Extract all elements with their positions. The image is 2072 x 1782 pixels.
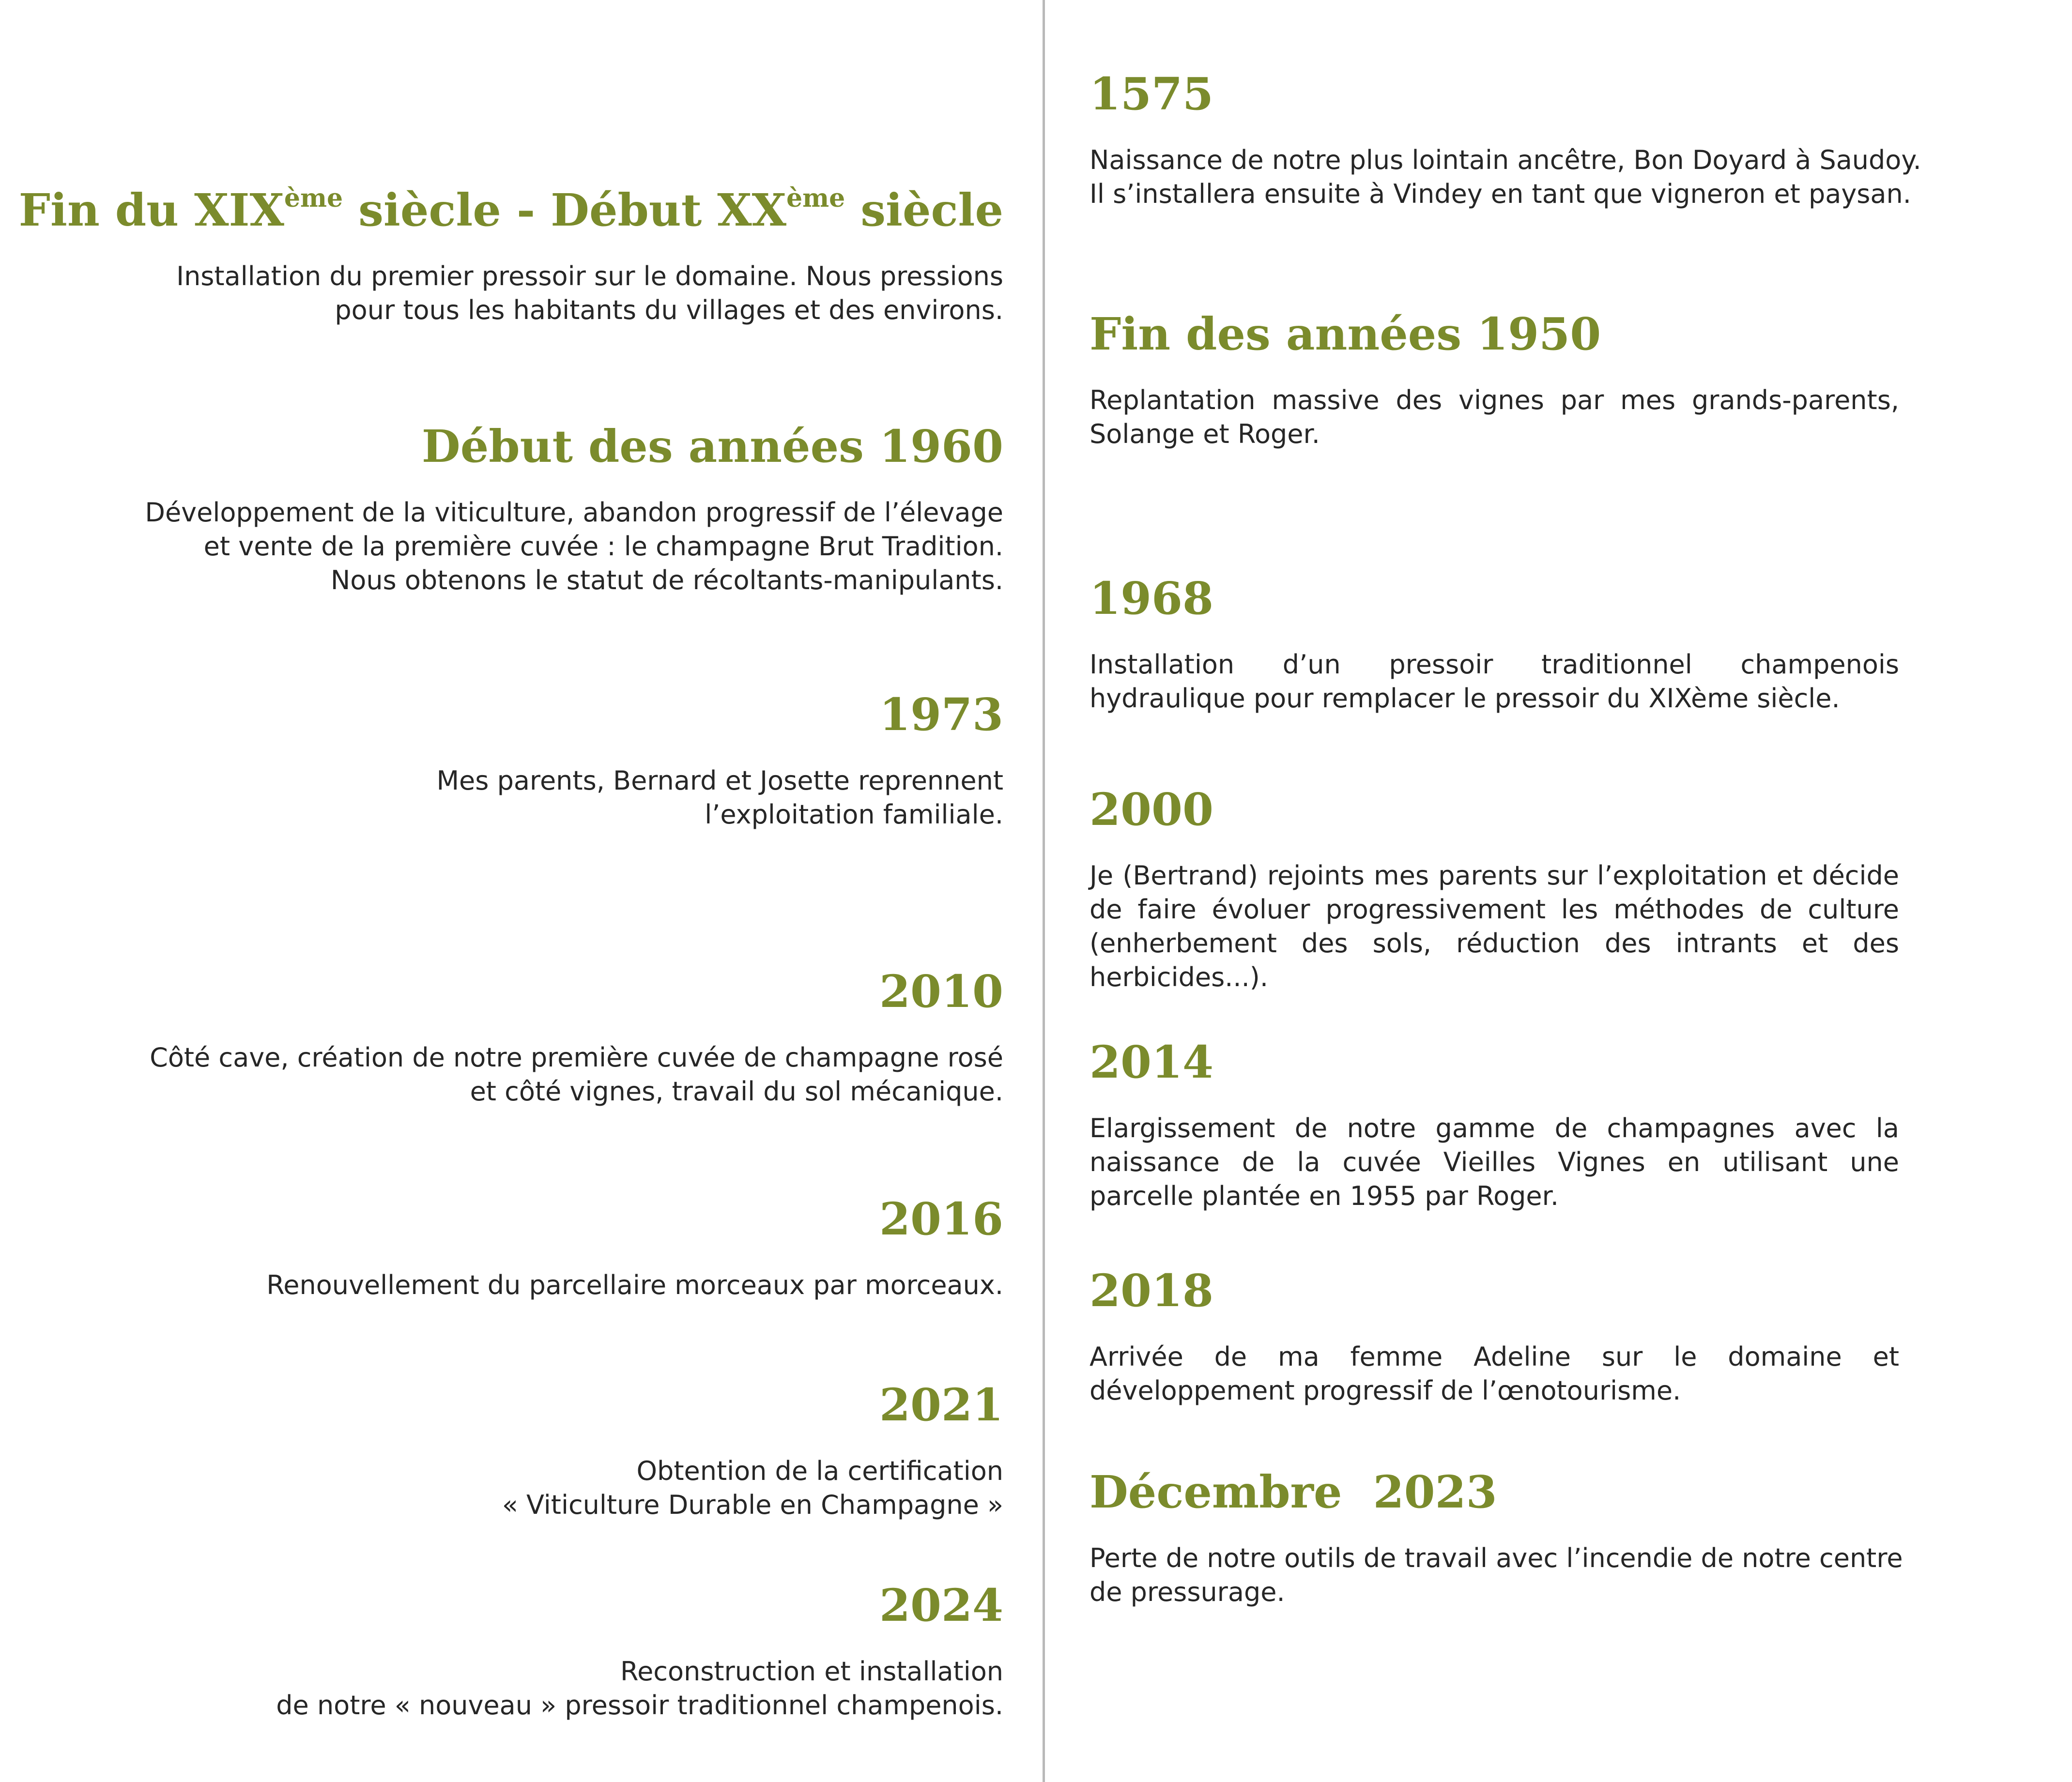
entry-text: Elargissement de notre gamme de champagnes avec la naissance de la cuvée Vieilles Vignes en utilisant une parcelle plantée en 1955 par Roger. [1090,1113,1899,1211]
timeline-entry-2014 [1090,1036,1899,1213]
entry-title: 2000 [1090,783,1214,836]
timeline-entry-1960 [145,420,1003,597]
timeline-entry-2000 [1090,783,1899,994]
entry-title: 2018 [1090,1264,1214,1317]
entry-text: Naissance de notre plus lointain ancêtre, Bon Doyard à Saudoy. Il s’installera ensuite à Vindey en tant que vigneron et paysan. [1090,145,1921,209]
entry-text: Perte de notre outils de travail avec l’incendie de notre centre de pressurage. [1090,1543,1903,1607]
entry-text: Reconstruction et installation de notre « nouveau » pressoir traditionnel champenois. [276,1656,1003,1721]
entry-text: Développement de la viticulture, abandon progressif de l’élevage et vente de la première cuvée : le champagne Brut Tradition. Nous obtenons le statut de récoltants-manipulants. [145,497,1003,595]
timeline-entry-2010 [150,965,1003,1109]
timeline-entry-1950 [1090,308,1899,451]
entry-title: Fin des années 1950 [1090,308,1601,360]
entry-title: Début des années 1960 [421,420,1003,472]
timeline-entry-december-2023 [1090,1466,1903,1609]
entry-title: 2016 [879,1193,1003,1245]
entry-title: 2024 [879,1579,1003,1631]
timeline-entry-1575 [1090,68,1921,211]
entry-title: 2021 [879,1379,1003,1431]
timeline-divider [1043,0,1045,1782]
entry-text: Replantation massive des vignes par mes grands-parents, Solange et Roger. [1090,385,1899,449]
entry-title: Fin du XIXème siècle - Début XXème siècle [18,183,1003,236]
entry-title: Décembre 2023 [1090,1466,1497,1518]
timeline-entry-1973 [436,688,1003,832]
entry-title: 1575 [1090,68,1214,120]
entry-text: Je (Bertrand) rejoints mes parents sur l’exploitation et décide de faire évoluer progressivement les méthodes de culture (enherbement des sols, réduction des intrants et des herbicides...). [1090,860,1899,992]
entry-text: Côté cave, création de notre première cuvée de champagne rosé et côté vignes, travail du sol mécanique. [150,1042,1003,1107]
entry-text: Installation du premier pressoir sur le domaine. Nous pressions pour tous les habitants du villages et des environs. [176,261,1003,325]
timeline-entry-2021 [502,1379,1003,1522]
entry-title: 1973 [879,688,1003,741]
timeline-entry-19th-20th-century [18,183,1003,327]
timeline-entry-2016 [266,1193,1003,1302]
entry-text: Renouvellement du parcellaire morceaux par morceaux. [266,1270,1003,1300]
entry-text: Obtention de la certification « Viticulture Durable en Champagne » [502,1456,1003,1520]
timeline-entry-2018 [1090,1264,1899,1408]
entry-text: Installation d’un pressoir traditionnel champenois hydraulique pour remplacer le pressoir du XIXème siècle. [1090,649,1899,714]
timeline-entry-2024 [276,1579,1003,1722]
entry-title: 1968 [1090,572,1214,624]
entry-text: Arrivée de ma femme Adeline sur le domaine et développement progressif de l’œnotourisme. [1090,1341,1899,1406]
entry-title: 2010 [879,965,1003,1018]
timeline-entry-1968 [1090,572,1899,716]
entry-title: 2014 [1090,1036,1214,1088]
entry-text: Mes parents, Bernard et Josette reprennent l’exploitation familiale. [436,765,1003,830]
